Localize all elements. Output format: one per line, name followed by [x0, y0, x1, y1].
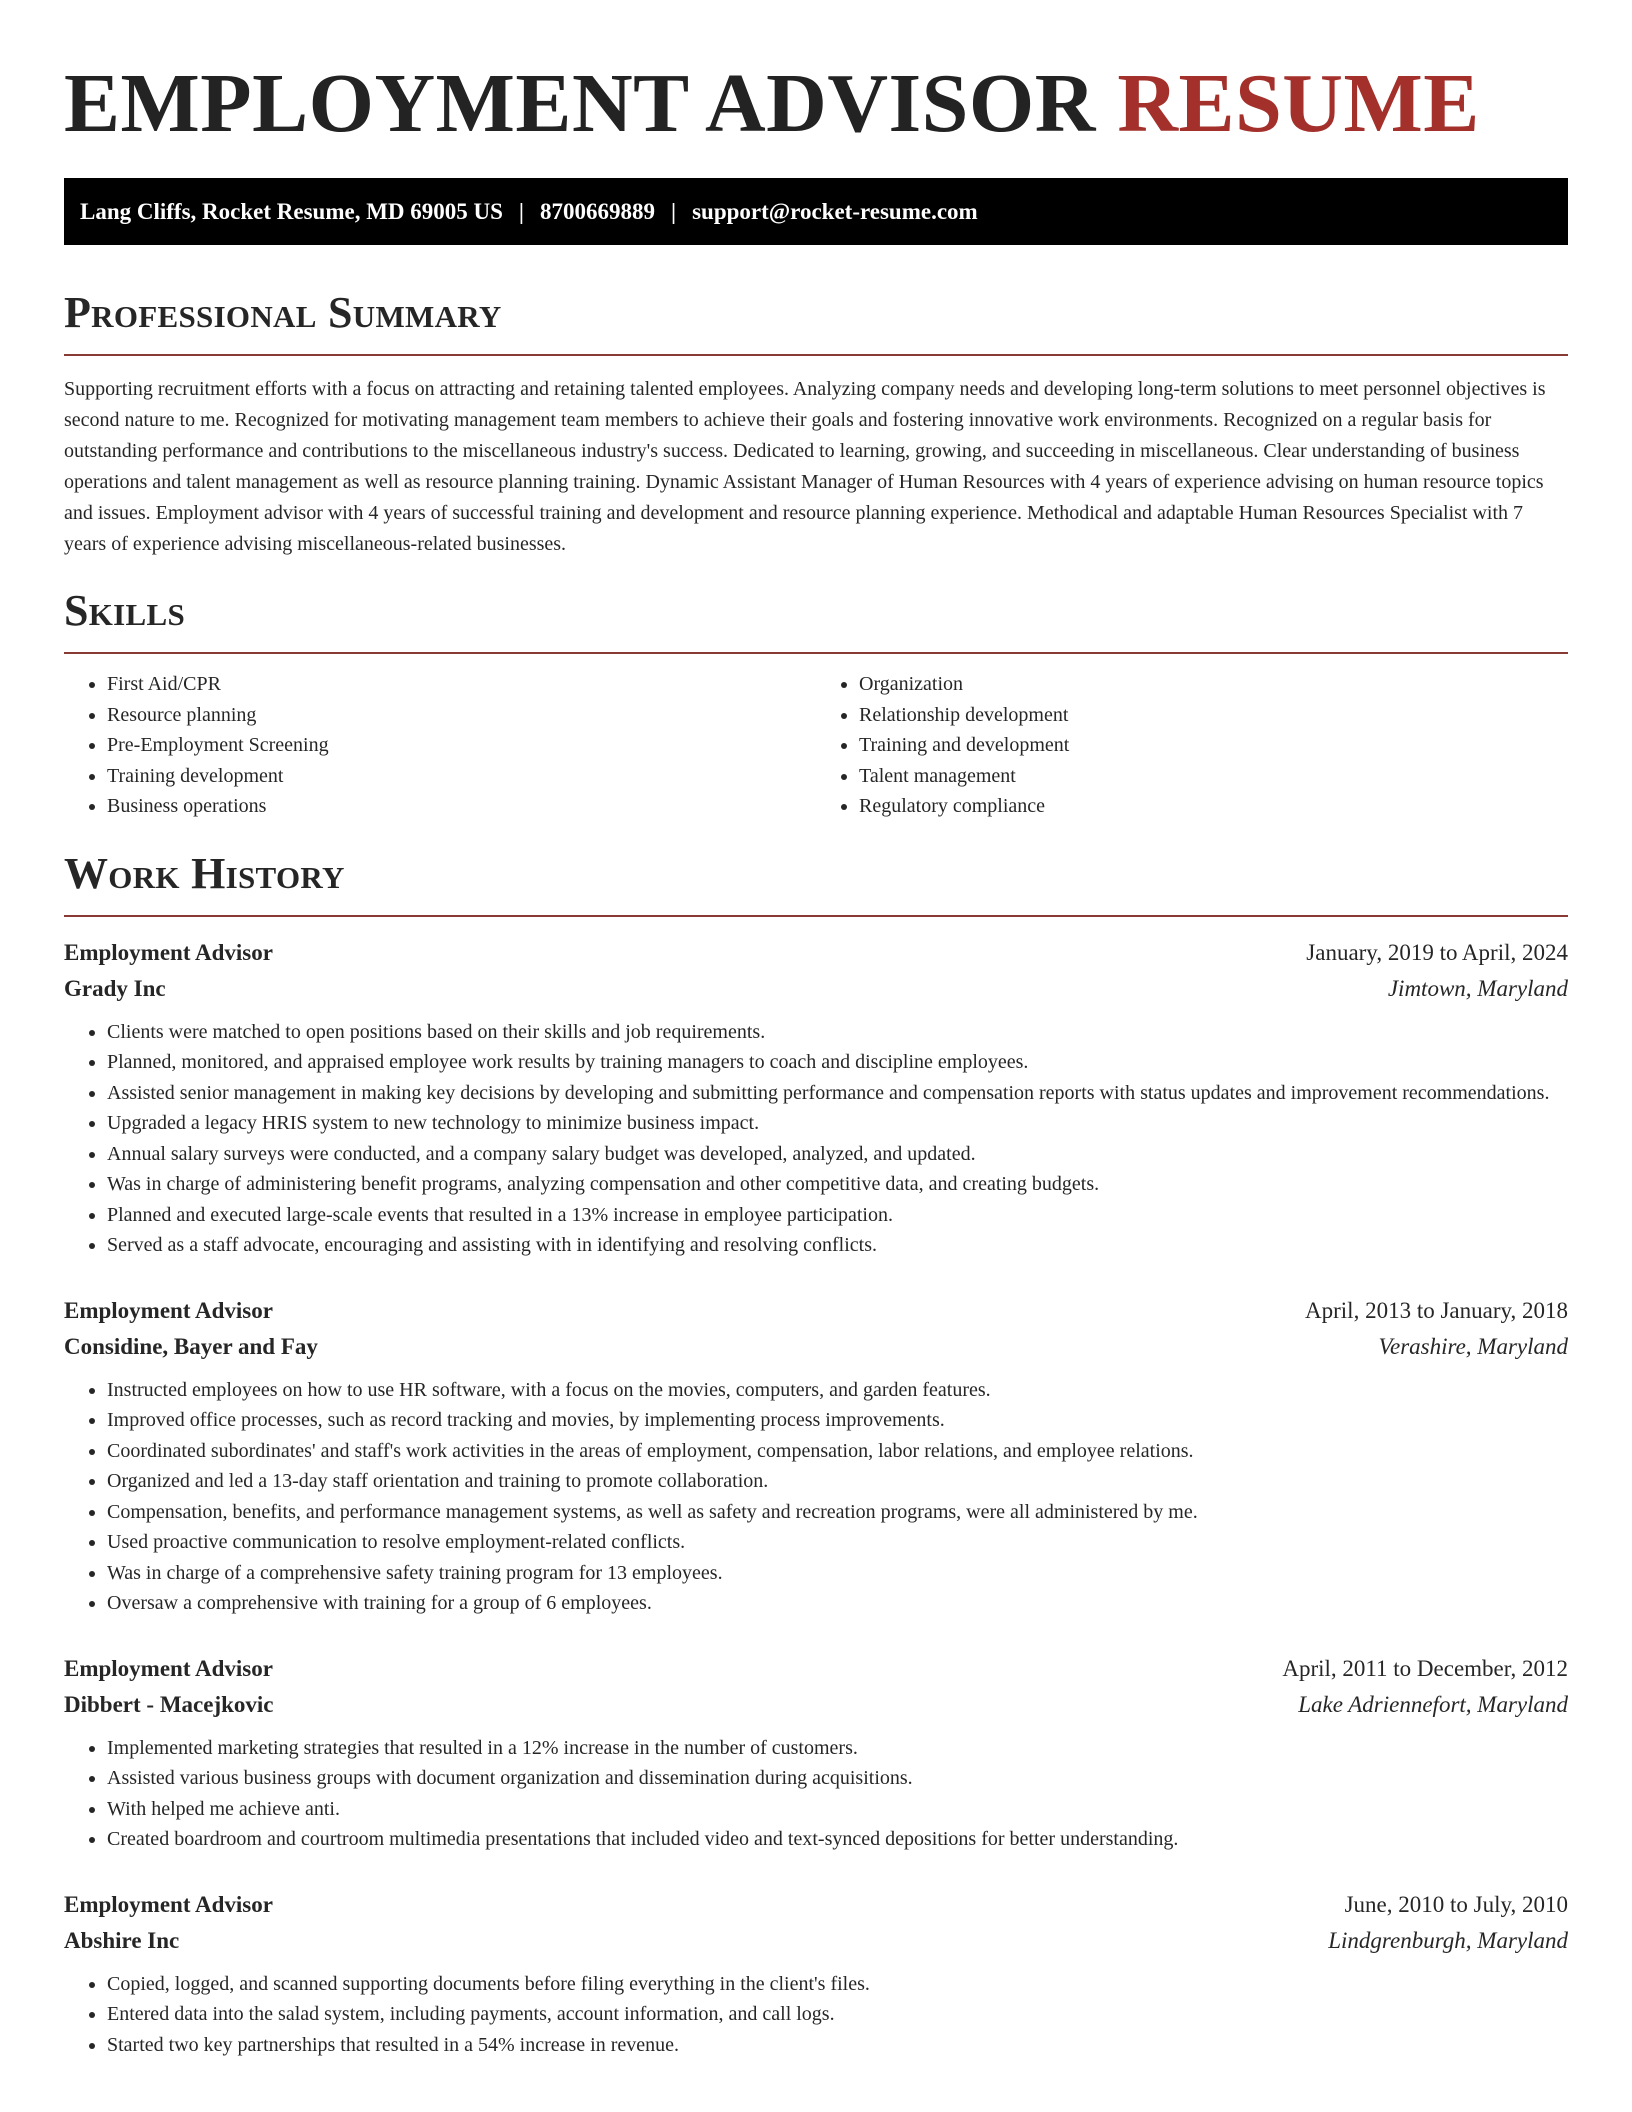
job-company-row [64, 1329, 1568, 1365]
job-location: Jimtown, Maryland [1387, 975, 1568, 1001]
section-divider [64, 652, 1568, 654]
job-title: Employment Advisor [64, 1297, 273, 1323]
job-title: Employment Advisor [64, 1655, 273, 1681]
job-bullet: • Compensation, benefits, and performance management systems, as well as safety and recreation programs, were all administered by me. [107, 1497, 1568, 1528]
job-bullets [64, 1969, 1568, 2061]
contact-phone: 8700669889 [540, 198, 655, 224]
job-bullet: • Upgraded a legacy HRIS system to new technology to minimize business impact. [107, 1108, 1568, 1139]
contact-separator: | [518, 198, 524, 224]
job-dates: June, 2010 to July, 2010 [1344, 1891, 1568, 1917]
job-bullet: • Was in charge of administering benefit programs, analyzing compensation and other competitive data, and creating budgets. [107, 1169, 1568, 1200]
job-location: Lake Adriennefort, Maryland [1298, 1691, 1568, 1717]
skills-column-right [816, 669, 1568, 822]
job-bullet: • With helped me achieve anti. [107, 1794, 1568, 1825]
skill-item: • Business operations [107, 791, 816, 822]
skill-item: • Resource planning [107, 700, 816, 731]
skill-item: • Pre-Employment Screening [107, 730, 816, 761]
job-company: Considine, Bayer and Fay [64, 1333, 318, 1359]
skills-column-left [64, 669, 816, 822]
contact-bar [64, 178, 1568, 245]
job-bullets [64, 1017, 1568, 1261]
section-divider [64, 915, 1568, 917]
job-bullets [64, 1375, 1568, 1619]
job-bullet: • Annual salary surveys were conducted, and a company salary budget was developed, analyzed, and updated. [107, 1139, 1568, 1170]
skill-item: • Training development [107, 761, 816, 792]
work-history-heading: Work History [64, 848, 345, 898]
job-entry [64, 1651, 1568, 1855]
job-company-row [64, 971, 1568, 1007]
resume-title [64, 58, 1568, 150]
job-bullet: • Clients were matched to open positions based on their skills and job requirements. [107, 1017, 1568, 1048]
skills-list [64, 669, 1568, 822]
job-dates: April, 2013 to January, 2018 [1305, 1297, 1568, 1323]
job-bullet: • Planned, monitored, and appraised employee work results by training managers to coach and discipline employees. [107, 1047, 1568, 1078]
job-bullet: • Served as a staff advocate, encouraging and assisting with in identifying and resolving conflicts. [107, 1230, 1568, 1261]
job-company: Dibbert - Macejkovic [64, 1691, 274, 1717]
job-bullet: • Implemented marketing strategies that resulted in a 12% increase in the number of customers. [107, 1733, 1568, 1764]
summary-heading: Professional Summary [64, 288, 502, 337]
job-dates: April, 2011 to December, 2012 [1282, 1655, 1568, 1681]
job-bullet: • Organized and led a 13-day staff orientation and training to promote collaboration. [107, 1466, 1568, 1497]
job-entry [64, 1887, 1568, 2061]
job-entry [64, 935, 1568, 1261]
job-bullet: • Improved office processes, such as record tracking and movies, by implementing process improvements. [107, 1405, 1568, 1436]
section-divider [64, 354, 1568, 356]
contact-email: support@rocket-resume.com [692, 198, 978, 224]
skill-item: • Training and development [859, 730, 1568, 761]
job-title: Employment Advisor [64, 1891, 273, 1917]
skill-item: • Relationship development [859, 700, 1568, 731]
job-company: Abshire Inc [64, 1927, 180, 1953]
skill-item: • Talent management [859, 761, 1568, 792]
job-bullet: • Coordinated subordinates' and staff's work activities in the areas of employment, compensation, labor relations, and employee relations. [107, 1436, 1568, 1467]
job-bullet: • Planned and executed large-scale events that resulted in a 13% increase in employee participation. [107, 1200, 1568, 1231]
job-bullet: • Assisted senior management in making key decisions by developing and submitting performance and compensation reports with status updates and improvement recommendations. [107, 1078, 1568, 1109]
job-dates: January, 2019 to April, 2024 [1306, 939, 1568, 965]
contact-address: Lang Cliffs, Rocket Resume, MD 69005 US [80, 198, 503, 224]
skill-item: • First Aid/CPR [107, 669, 816, 700]
job-location: Verashire, Maryland [1378, 1333, 1568, 1359]
job-header-row [64, 1293, 1568, 1329]
job-bullet: • Created boardroom and courtroom multimedia presentations that included video and text-synced depositions for better understanding. [107, 1824, 1568, 1855]
resume-content [64, 58, 1568, 2060]
job-bullet: • Used proactive communication to resolve employment-related conflicts. [107, 1527, 1568, 1558]
job-bullets [64, 1733, 1568, 1855]
job-bullet: • Assisted various business groups with document organization and dissemination during acquisitions. [107, 1763, 1568, 1794]
contact-separator: | [671, 198, 677, 224]
job-entry [64, 1293, 1568, 1619]
summary-text: Supporting recruitment efforts with a focus on attracting and retaining talented employees. Analyzing company needs and developing long-term solutions to meet personnel objectives is second nature to me. Recognized for motivating management team members to achieve their goals and fostering innovative work environments. Recognized on a regular basis for outstanding performance and contributions to the miscellaneous industry's success. Dedicated to learning, growing, and succeeding in miscellaneous. Clear understanding of business operations and talent management as well as resource planning training. Dynamic Assistant Manager of Human Resources with 4 years of experience advising on human resource topics and issues. Employment advisor with 4 years of successful training and development and resource planning experience. Methodical and adaptable Human Resources Specialist with 7 years of experience advising miscellaneous-related businesses. [64, 378, 1546, 555]
title-main: EMPLOYMENT ADVISOR [64, 57, 1096, 150]
job-header-row [64, 1651, 1568, 1687]
skills-heading: Skills [64, 586, 186, 635]
job-header-row [64, 1887, 1568, 1923]
job-title: Employment Advisor [64, 939, 273, 965]
job-bullet: • Copied, logged, and scanned supporting documents before filing everything in the client's files. [107, 1969, 1568, 2000]
job-company-row [64, 1687, 1568, 1723]
job-bullet: • Oversaw a comprehensive with training for a group of 6 employees. [107, 1588, 1568, 1619]
title-accent: RESUME [1117, 57, 1480, 150]
job-bullet: • Was in charge of a comprehensive safety training program for 13 employees. [107, 1558, 1568, 1589]
skill-item: • Regulatory compliance [859, 791, 1568, 822]
job-bullet: • Entered data into the salad system, including payments, account information, and call logs. [107, 1999, 1568, 2030]
job-location: Lindgrenburgh, Maryland [1328, 1927, 1568, 1953]
skill-item: • Organization [859, 669, 1568, 700]
job-bullet: • Instructed employees on how to use HR software, with a focus on the movies, computers, and garden features. [107, 1375, 1568, 1406]
job-company-row [64, 1923, 1568, 1959]
job-header-row [64, 935, 1568, 971]
job-bullet: • Started two key partnerships that resulted in a 54% increase in revenue. [107, 2030, 1568, 2061]
job-company: Grady Inc [64, 975, 166, 1001]
